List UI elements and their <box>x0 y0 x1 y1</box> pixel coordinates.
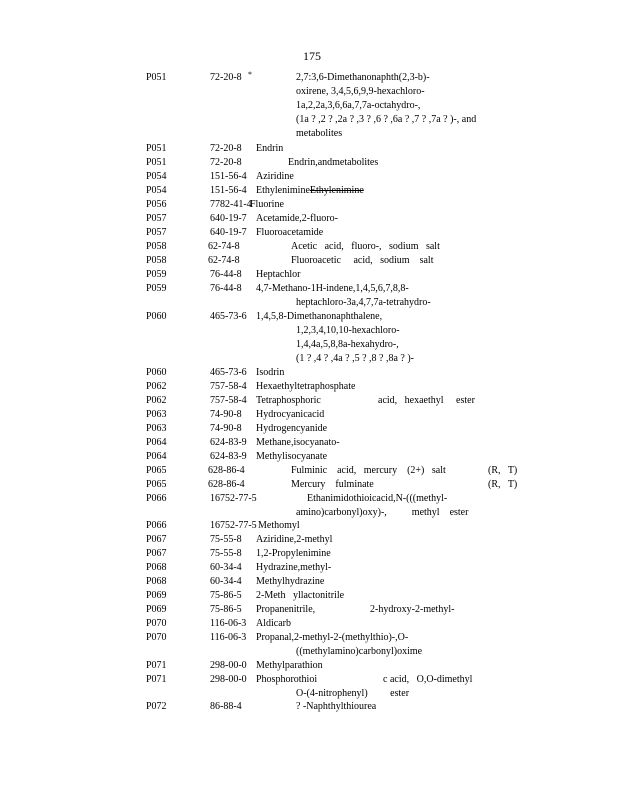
waste-code: P059 <box>146 269 167 280</box>
cas-number: 465-73-6 <box>210 367 247 378</box>
cas-number: 628-86-4 <box>208 465 245 476</box>
waste-code: P056 <box>146 199 167 210</box>
waste-code: P051 <box>146 72 167 83</box>
chemical-name-part: Tetraphosphoric <box>256 395 321 406</box>
waste-code: P060 <box>146 311 167 322</box>
chemical-name: Aldicarb <box>256 618 291 629</box>
chemical-name-line: metabolites <box>296 128 343 139</box>
chemical-name-part: Propanenitrile, <box>256 604 316 615</box>
waste-code: P063 <box>146 423 167 434</box>
waste-code: P069 <box>146 604 167 615</box>
chemical-name: Fulminic acid, mercury (2+) salt <box>291 465 446 476</box>
cas-number: 757-58-4 <box>210 381 247 392</box>
page-number: 175 <box>303 49 321 63</box>
waste-code: P065 <box>146 465 167 476</box>
chemical-name-part: Phosphorothioi <box>256 674 318 685</box>
chemical-name: Hydrazine,methyl- <box>256 562 332 573</box>
waste-code: P068 <box>146 562 167 573</box>
cas-number: 76-44-8 <box>210 269 242 280</box>
chemical-name-line: 1,4,5,8-Dimethanonaphthalene, <box>256 311 383 322</box>
cas-number: 76-44-8 <box>210 283 242 294</box>
cas-number: 60-34-4 <box>210 576 242 587</box>
chemical-name: Mercury fulminate <box>291 479 374 490</box>
cas-number: 640-19-7 <box>210 227 247 238</box>
cas-number: 7782-41-4 <box>210 199 252 210</box>
waste-code: P066 <box>146 520 167 531</box>
waste-code: P067 <box>146 534 167 545</box>
cas-number: 75-86-5 <box>210 604 242 615</box>
chemical-name: Endrin <box>256 143 284 154</box>
chemical-name-part: c acid, O,O-dimethyl <box>383 674 473 685</box>
chemical-name-line: Propanal,2-methyl-2-(methylthio)-,O- <box>256 632 409 643</box>
chemical-name-line: 4,7-Methano-1H-indene,1,4,5,6,7,8,8- <box>256 283 409 294</box>
chemical-name: 2-Meth yllactonitrile <box>256 590 345 601</box>
cas-number: 62-74-8 <box>208 241 240 252</box>
hazard-flag: (R, T) <box>488 465 518 476</box>
chemical-name: Methomyl <box>258 520 300 531</box>
cas-number: 298-00-0 <box>210 660 247 671</box>
cas-number: 624-83-9 <box>210 437 247 448</box>
waste-code: P064 <box>146 437 167 448</box>
waste-code: P071 <box>146 660 167 671</box>
cas-number: 624-83-9 <box>210 451 247 462</box>
cas-number: 72-20-8 <box>210 72 242 83</box>
chemical-name: Aziridine <box>256 171 294 182</box>
waste-code: P067 <box>146 548 167 559</box>
cas-number: 74-90-8 <box>210 423 242 434</box>
chemical-name-line: (1 ? ,4 ? ,4a ? ,5 ? ,8 ? ,8a ? )- <box>296 353 414 364</box>
cas-number: 640-19-7 <box>210 213 247 224</box>
cas-number: 628-86-4 <box>208 479 245 490</box>
chemical-name: Heptachlor <box>256 269 301 280</box>
chemical-name-text: Ethylenimine <box>256 185 310 196</box>
chemical-name: Hydrocyanicacid <box>256 409 325 420</box>
footnote-mark: * <box>248 70 252 79</box>
cas-number: 75-86-5 <box>210 590 242 601</box>
chemical-name <box>256 185 364 197</box>
chemical-name-line: 1a,2,2a,3,6,6a,7,7a-octahydro-, <box>296 100 421 111</box>
waste-code: P070 <box>146 618 167 629</box>
cas-number: 72-20-8 <box>210 143 242 154</box>
chemical-name: Fluoroacetamide <box>256 227 324 238</box>
waste-code: P063 <box>146 409 167 420</box>
waste-code: P069 <box>146 590 167 601</box>
hazard-flag: (R, T) <box>488 479 518 490</box>
waste-code: P068 <box>146 576 167 587</box>
waste-code: P058 <box>146 241 167 252</box>
chemical-name-line: 1,2,3,4,10,10-hexachloro- <box>296 325 400 336</box>
cas-number: 62-74-8 <box>208 255 240 266</box>
waste-code: P054 <box>146 171 167 182</box>
cas-number: 74-90-8 <box>210 409 242 420</box>
waste-code: P060 <box>146 367 167 378</box>
chemical-name: Fluoroacetic acid, sodium salt <box>291 255 434 266</box>
chemical-name: Methane,isocyanato- <box>256 437 340 448</box>
cas-number: 60-34-4 <box>210 562 242 573</box>
chemical-name: ? -Naphthylthiourea <box>296 701 377 712</box>
waste-code: P065 <box>146 479 167 490</box>
waste-code: P070 <box>146 632 167 643</box>
waste-code: P062 <box>146 381 167 392</box>
cas-number: 75-55-8 <box>210 548 242 559</box>
waste-code: P071 <box>146 674 167 685</box>
cas-number: 298-00-0 <box>210 674 247 685</box>
waste-code: P058 <box>146 255 167 266</box>
chemical-name-line: heptachloro-3a,4,7,7a-tetrahydro- <box>296 297 431 308</box>
waste-code: P064 <box>146 451 167 462</box>
cas-number: 151-56-4 <box>210 171 247 182</box>
chemical-name: Endrin,andmetabolites <box>288 157 379 168</box>
chemical-name-line: oxirene, 3,4,5,6,9,9-hexachloro- <box>296 86 425 97</box>
waste-code: P054 <box>146 185 167 196</box>
waste-code: P072 <box>146 701 167 712</box>
waste-code: P057 <box>146 213 167 224</box>
cas-number: 116-06-3 <box>210 632 247 643</box>
chemical-name: Aziridine,2-methyl <box>256 534 333 545</box>
chemical-name-line: (1a ? ,2 ? ,2a ? ,3 ? ,6 ? ,6a ? ,7 ? ,7a ? )-, and <box>296 114 477 125</box>
waste-code: P059 <box>146 283 167 294</box>
chemical-name-line: 1,4,4a,5,8,8a-hexahydro-, <box>296 339 399 350</box>
chemical-name-line: 2,7:3,6-Dimethanonaphth(2,3-b)- <box>296 72 430 83</box>
chemical-name-line: Ethanimidothioicacid,N-(((methyl- <box>307 493 448 504</box>
cas-number: 151-56-4 <box>210 185 247 196</box>
cas-number: 16752-77-5 <box>210 493 257 504</box>
chemical-name: Hydrogencyanide <box>256 423 328 434</box>
cas-number: 465-73-6 <box>210 311 247 322</box>
chemical-name: Methylparathion <box>256 660 323 671</box>
chemical-name: Methylhydrazine <box>256 576 325 587</box>
waste-code: P057 <box>146 227 167 238</box>
struck-text: Ethylenimine <box>309 185 364 196</box>
waste-code: P066 <box>146 493 167 504</box>
cas-number: 72-20-8 <box>210 157 242 168</box>
chemical-name-line: amino)carbonyl)oxy)-, methyl ester <box>296 507 469 518</box>
chemical-name: Isodrin <box>256 367 285 378</box>
chemical-name: 1,2-Propylenimine <box>256 548 331 559</box>
cas-number: 116-06-3 <box>210 618 247 629</box>
cas-number: 75-55-8 <box>210 534 242 545</box>
chemical-name: Acetamide,2-fluoro- <box>256 213 338 224</box>
chemical-name-line: ((methylamino)carbonyl)oxime <box>296 646 423 657</box>
chemical-name-part: acid, hexaethyl ester <box>378 395 475 406</box>
chemical-name-part: 2-hydroxy-2-methyl- <box>370 604 455 615</box>
waste-code: P051 <box>146 157 167 168</box>
chemical-name: Methylisocyanate <box>256 451 328 462</box>
cas-number: 757-58-4 <box>210 395 247 406</box>
cas-number: 16752-77-5 <box>210 520 257 531</box>
chemical-name: Acetic acid, fluoro-, sodium salt <box>291 241 440 252</box>
chemical-name: Fluorine <box>250 199 284 210</box>
waste-code: P062 <box>146 395 167 406</box>
chemical-name-line: O-(4-nitrophenyl) ester <box>296 688 410 699</box>
waste-code: P051 <box>146 143 167 154</box>
chemical-name: Hexaethyltetraphosphate <box>256 381 356 392</box>
cas-number: 86-88-4 <box>210 701 242 712</box>
